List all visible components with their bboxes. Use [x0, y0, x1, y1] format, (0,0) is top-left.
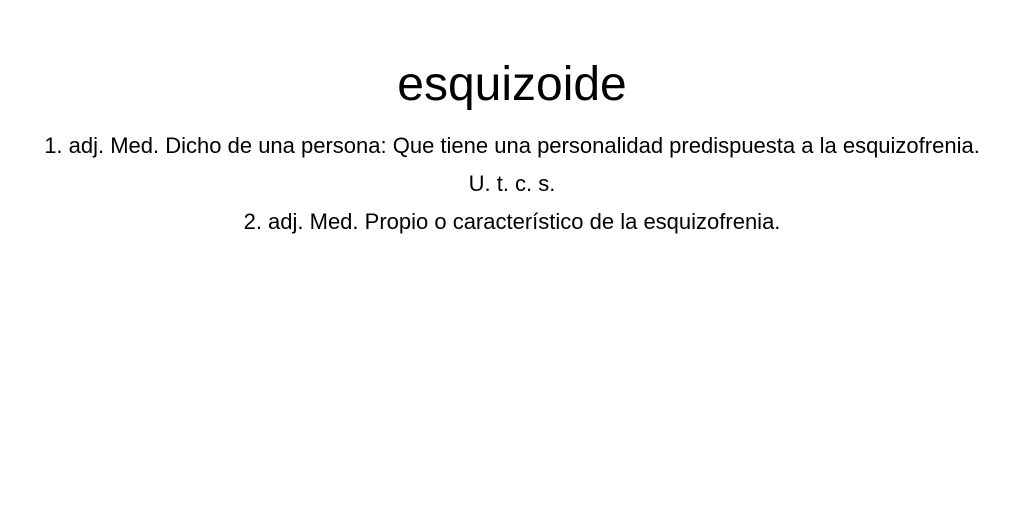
- definition-1: 1. adj. Med. Dicho de una persona: Que tiene una personalidad predispuesta a la esquizofrenia. U. t. c. s.: [44, 133, 980, 196]
- definition-2: 2. adj. Med. Propio o característico de la esquizofrenia.: [243, 209, 781, 234]
- headword: esquizoide: [397, 58, 627, 111]
- definitions-list: [40, 127, 984, 241]
